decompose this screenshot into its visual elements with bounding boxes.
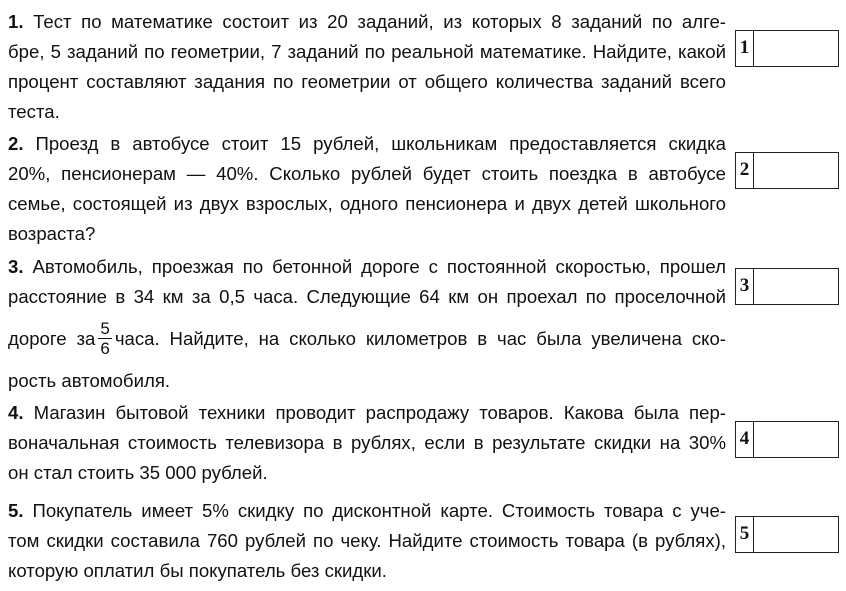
answer-box-2[interactable] bbox=[735, 152, 839, 189]
answer-field[interactable] bbox=[754, 31, 838, 66]
answer-field[interactable] bbox=[754, 422, 838, 457]
answer-box-label: 4 bbox=[736, 422, 754, 457]
problem-number: 2. bbox=[8, 133, 24, 154]
problem-2-line-2: 20%, пенсионерам — 40%. Сколько рублей будет стоить поездка в автобусе bbox=[8, 163, 726, 184]
answer-box-label: 2 bbox=[736, 153, 754, 188]
problem-1-line-2: бре, 5 заданий по геометрии, 7 заданий по реальной математике. Найдите, какой bbox=[8, 41, 726, 62]
problem-3-line-2: расстояние в 34 км за 0,5 часа. Следующие 64 км он проехал по проселочной bbox=[8, 286, 726, 307]
answer-box-3[interactable] bbox=[735, 268, 839, 305]
problem-4-line-1: 4. Магазин бытовой техники проводит распродажу товаров. Какова была пер- bbox=[8, 402, 726, 423]
problem-1-line-4: теста. bbox=[8, 101, 60, 122]
problem-1-line-1: 1. Тест по математике состоит из 20 заданий, из которых 8 заданий по алге- bbox=[8, 11, 726, 32]
problem-3-line-3: дороге за $\frac{5}{6}$ часа. Найдите, на сколько километров в час была увеличена ско- bbox=[8, 318, 726, 358]
problem-5 bbox=[8, 496, 726, 586]
answer-field[interactable] bbox=[754, 153, 838, 188]
answer-field[interactable] bbox=[754, 269, 838, 304]
problem-number: 1. bbox=[8, 11, 24, 32]
answer-box-4[interactable] bbox=[735, 421, 839, 458]
problem-5-line-1: 5. Покупатель имеет 5% скидку по дисконтной карте. Стоимость товара с уче- bbox=[8, 500, 726, 521]
answer-box-label: 5 bbox=[736, 517, 754, 552]
problem-number: 4. bbox=[8, 402, 24, 423]
problem-4 bbox=[8, 398, 726, 488]
answer-box-label: 1 bbox=[736, 31, 754, 66]
problem-3 bbox=[8, 252, 726, 396]
answer-box-5[interactable] bbox=[735, 516, 839, 553]
problem-3-line-1: 3. Автомобиль, проезжая по бетонной дороге с постоянной скоростью, прошел bbox=[8, 256, 726, 277]
answer-box-label: 3 bbox=[736, 269, 754, 304]
problem-2-line-3: семье, состоящей из двух взрослых, одного пенсионера и двух детей школьного bbox=[8, 193, 726, 214]
problem-number: 5. bbox=[8, 500, 24, 521]
problem-number: 3. bbox=[8, 256, 24, 277]
problem-4-line-3: он стал стоить 35 000 рублей. bbox=[8, 462, 268, 483]
answer-box-1[interactable] bbox=[735, 30, 839, 67]
problem-1-line-3: процент составляют задания по геометрии от общего количества заданий всего bbox=[8, 71, 726, 92]
problem-5-line-3: которую оплатил бы покупатель без скидки. bbox=[8, 560, 387, 581]
answer-field[interactable] bbox=[754, 517, 838, 552]
problem-2-line-1: 2. Проезд в автобусе стоит 15 рублей, школьникам предоставляется скидка bbox=[8, 133, 726, 154]
problem-4-line-2: воначальная стоимость телевизора в рублях, если в результате скидки на 30% bbox=[8, 432, 726, 453]
problem-3-line-4: рость автомобиля. bbox=[8, 370, 171, 391]
problem-2-line-4: возраста? bbox=[8, 223, 96, 244]
problem-5-line-2: том скидки составила 760 рублей по чеку. Найдите стоимость товара (в рублях), bbox=[8, 530, 726, 551]
fraction-five-sixths: $\frac{5}{6}$ bbox=[100, 318, 110, 358]
problem-1 bbox=[8, 7, 726, 127]
problem-2 bbox=[8, 129, 726, 249]
